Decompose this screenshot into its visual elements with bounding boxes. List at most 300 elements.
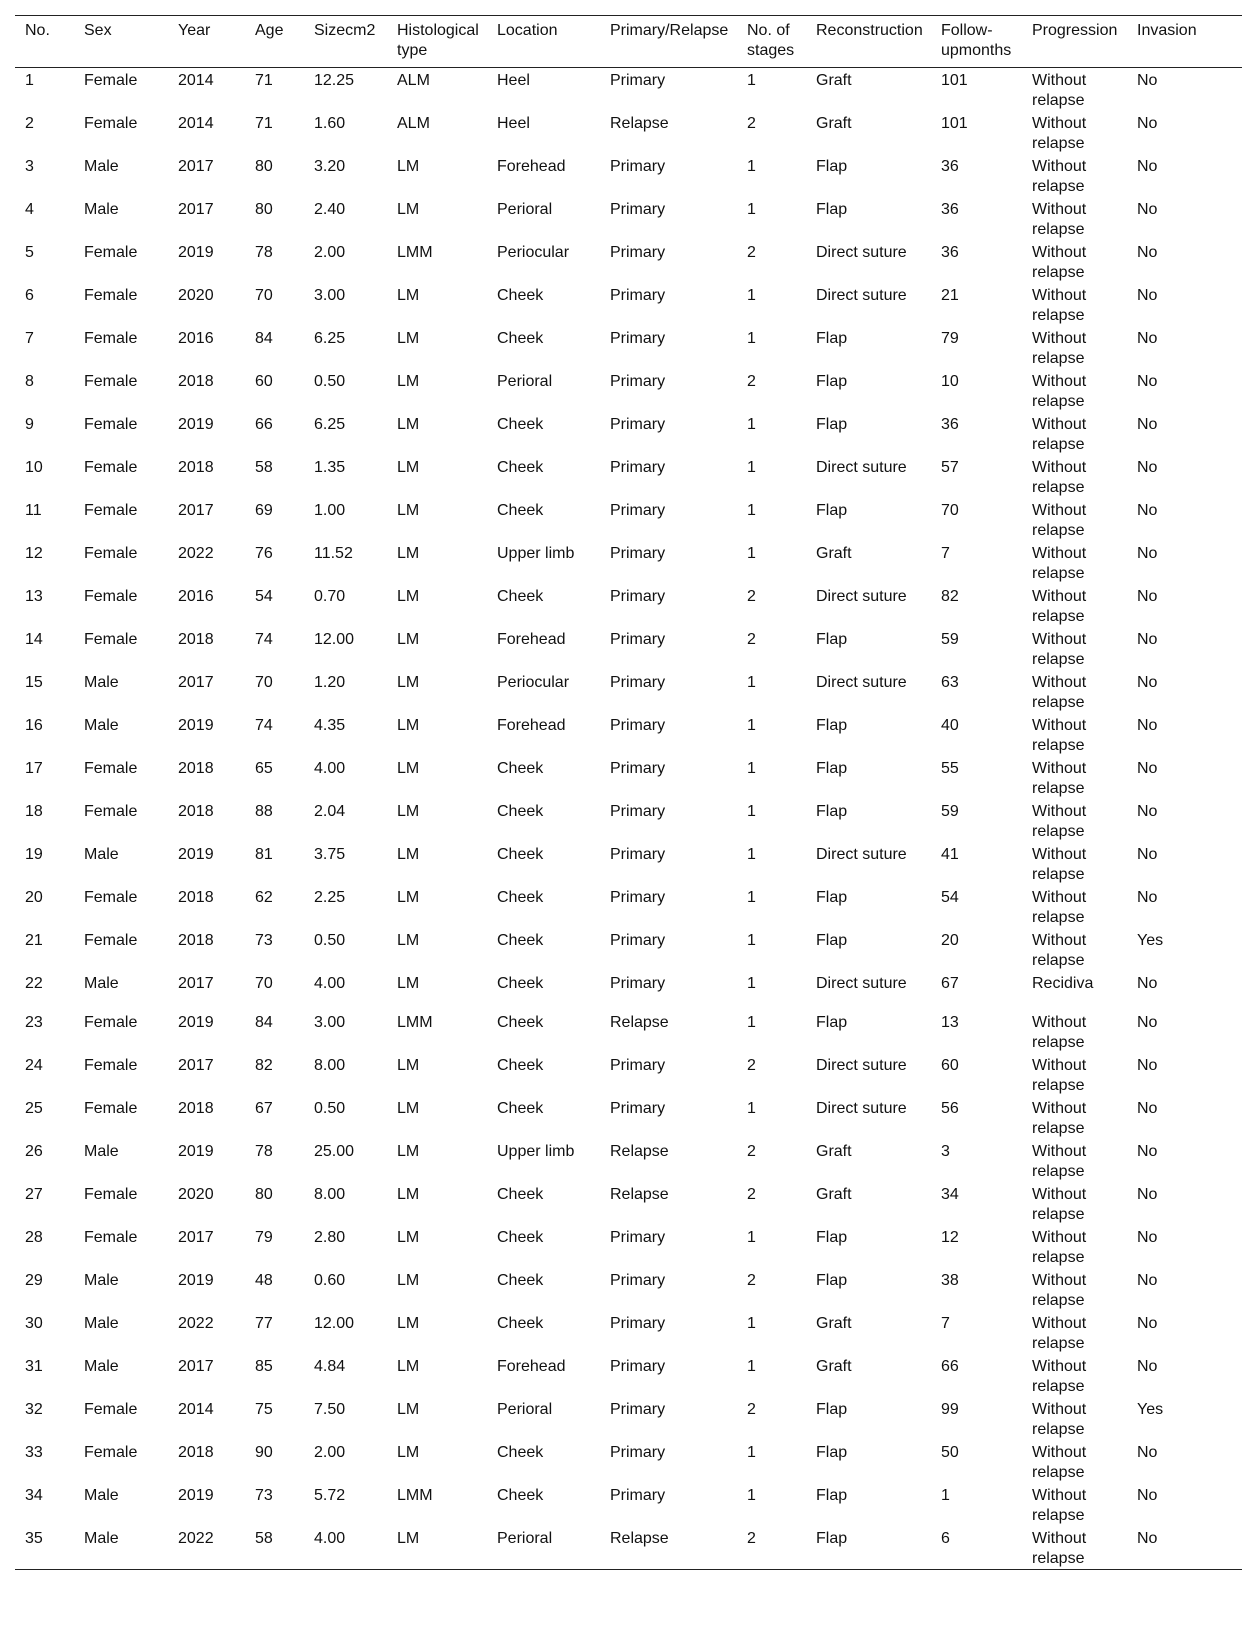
table-cell: No [1137,115,1158,132]
table-cell: No [1137,1229,1158,1247]
table-cell: 16 [25,717,43,734]
table-cell: Periocular [497,674,570,691]
table-cell: 4.00 [314,975,346,992]
table-cell: 63 [941,674,959,691]
table-cell: 65 [255,760,273,777]
table-cell: 2.00 [314,1444,346,1462]
table-cell: ALM [397,115,430,132]
table-cell: Relapse [610,1186,669,1204]
table-row [15,1139,1242,1182]
table-cell: No [1137,717,1158,734]
table-cell: 84 [255,1014,273,1032]
table-cell: 2019 [178,416,214,433]
table-cell: 1 [747,1444,756,1462]
table-cell: 10 [25,459,43,476]
table-cell: 6.25 [314,416,346,433]
table-cell: LM [397,373,420,390]
table-cell: Primary [610,330,666,347]
table-cell: 2017 [178,1358,214,1376]
table-cell: Primary [610,1358,666,1376]
table-row [15,584,1242,627]
table-cell: Female [84,1100,138,1118]
table-cell: 36 [941,244,959,261]
column-header: Year [178,22,211,39]
table-cell: LM [397,416,420,433]
table-cell: 80 [255,158,273,175]
table-cell: Relapse [610,1014,669,1032]
table-cell: LM [397,1315,420,1333]
table-cell: Flap [816,1272,848,1290]
table-cell: Direct suture [816,975,907,992]
table-cell: Without relapse [1032,330,1087,367]
table-cell: Without relapse [1032,459,1087,496]
table-cell: No [1137,588,1158,605]
table-cell: Direct suture [816,244,907,261]
table-cell: Primary [610,1315,666,1333]
table-cell: 2017 [178,1229,214,1247]
table-cell: 1 [747,459,756,476]
table-cell: 1.35 [314,459,346,476]
table-cell: Yes [1137,932,1164,949]
table-cell: 4 [25,201,34,218]
table-cell: Graft [816,545,852,562]
table-cell: Primary [610,717,666,734]
table-cell: 6.25 [314,330,346,347]
table-cell: Without relapse [1032,1057,1087,1095]
table-cell: No [1137,1057,1158,1075]
table-row [15,369,1242,412]
table-cell: 2.04 [314,803,346,820]
table-cell: 12.25 [314,72,355,89]
table-cell: 14 [25,631,43,648]
table-cell: 73 [255,932,273,949]
table-cell: Without relapse [1032,588,1087,625]
table-cell: Flap [816,502,848,519]
table-cell: 77 [255,1315,273,1333]
table-cell: 20 [941,932,959,949]
table-cell: 1.20 [314,674,346,691]
table-row [15,1397,1242,1440]
table-cell: Cheek [497,459,544,476]
table-cell: Primary [610,545,666,562]
table-cell: No [1137,502,1158,519]
table-cell: 101 [941,72,968,89]
table-cell: 4.00 [314,1530,346,1548]
table-cell: 11 [25,502,42,519]
table-cell: Flap [816,1487,848,1505]
table-cell: Female [84,760,138,777]
table-cell: 25 [25,1100,43,1118]
column-header: Progression [1032,22,1118,39]
table-cell: 2019 [178,1014,214,1032]
table-cell: Upper limb [497,1143,575,1161]
table-cell: No [1137,1315,1158,1333]
table-cell: No [1137,545,1158,562]
table-cell: 10 [941,373,959,390]
table-cell: 26 [25,1143,43,1161]
table-cell: 2 [747,1143,756,1161]
table-cell: 2018 [178,1444,214,1462]
table-cell: 1 [747,416,756,433]
table-cell: No [1137,416,1158,433]
table-cell: No [1137,330,1158,347]
table-cell: 0.70 [314,588,346,605]
table-cell: 3 [25,158,34,175]
table-cell: Without relapse [1032,889,1087,926]
table-cell: 12 [941,1229,959,1247]
table-cell: 0.50 [314,373,346,390]
table-cell: No [1137,1444,1158,1462]
table-cell: LMM [397,244,433,261]
table-cell: Without relapse [1032,158,1087,195]
table-cell: 12.00 [314,1315,355,1333]
table-cell: Female [84,373,138,390]
table-cell: Male [84,975,119,992]
table-cell: Without relapse [1032,287,1087,324]
table-cell: Cheek [497,502,544,519]
table-cell: 1 [747,502,756,519]
column-header: Age [255,22,284,39]
table-cell: 70 [255,975,273,992]
column-header: Sizecm2 [314,22,376,39]
table-row [15,1526,1242,1570]
table-cell: 33 [25,1444,43,1462]
table-cell: Flap [816,1229,848,1247]
table-cell: 2018 [178,760,214,777]
table-cell: Male [84,1143,119,1161]
table-cell: LM [397,287,420,304]
table-cell: Graft [816,1186,852,1204]
table-cell: 1 [747,1487,756,1505]
table-cell: 2020 [178,287,214,304]
table-cell: 99 [941,1401,959,1419]
table-cell: Perioral [497,1530,553,1548]
table-cell: 2 [747,1530,756,1548]
table-cell: LM [397,1530,420,1548]
table-cell: 7 [941,545,950,562]
table-cell: 31 [25,1358,43,1376]
table-cell: Flap [816,803,848,820]
table-cell: Flap [816,373,848,390]
table-cell: Flap [816,330,848,347]
table-cell: Flap [816,416,848,433]
table-cell: 35 [25,1530,43,1548]
table-cell: Female [84,1057,138,1075]
header-row [15,16,1242,68]
table-cell: Recidiva [1032,975,1094,992]
table-cell: 54 [255,588,273,605]
table-cell: 28 [25,1229,43,1247]
table-cell: 7 [941,1315,950,1333]
table-cell: LM [397,545,420,562]
data-table [15,15,1242,1570]
table-cell: 1.60 [314,115,346,132]
table-cell: Primary [610,1272,666,1290]
table-cell: Direct suture [816,459,907,476]
table-cell: 2 [747,244,756,261]
table-cell: LM [397,889,420,906]
table-header [15,16,1242,68]
table-cell: Cheek [497,1186,544,1204]
table-cell: Graft [816,1358,852,1376]
table-cell: Without relapse [1032,1401,1087,1439]
table-cell: 12.00 [314,631,355,648]
table-cell: Male [84,846,119,863]
table-cell: No [1137,1487,1158,1505]
table-cell: 60 [941,1057,959,1075]
table-cell: 59 [941,631,959,648]
table-cell: Female [84,588,138,605]
table-cell: Cheek [497,889,544,906]
table-cell: Cheek [497,1315,544,1333]
table-cell: LM [397,1358,420,1376]
table-cell: LM [397,803,420,820]
table-cell: Without relapse [1032,1272,1087,1310]
table-cell: Without relapse [1032,1014,1087,1052]
table-cell: Periocular [497,244,570,261]
table-cell: 2 [747,631,756,648]
table-cell: 2016 [178,330,214,347]
table-cell: 1 [747,717,756,734]
table-row [15,154,1242,197]
table-row [15,1182,1242,1225]
table-cell: 18 [25,803,43,820]
table-cell: Forehead [497,158,566,175]
table-cell: Male [84,674,119,691]
table-cell: Without relapse [1032,760,1087,797]
table-cell: Primary [610,459,666,476]
table-cell: 70 [255,287,273,304]
table-cell: No [1137,889,1158,906]
table-cell: Female [84,244,138,261]
column-header: No. [25,22,50,39]
table-cell: No [1137,1530,1158,1548]
table-cell: 27 [25,1186,43,1204]
table-cell: Flap [816,201,848,218]
table-cell: No [1137,803,1158,820]
table-cell: 24 [25,1057,43,1075]
table-cell: 5.72 [314,1487,346,1505]
table-cell: 2 [747,1401,756,1419]
table-cell: LM [397,1229,420,1247]
table-cell: 12 [25,545,43,562]
table-cell: No [1137,373,1158,390]
table-cell: Relapse [610,1530,669,1548]
table-cell: 2018 [178,803,214,820]
table-cell: Female [84,459,138,476]
table-cell: No [1137,72,1158,89]
data-table-container [15,15,1242,1570]
table-cell: LM [397,674,420,691]
table-cell: 2.40 [314,201,346,218]
table-cell: 15 [25,674,43,691]
table-cell: 13 [941,1014,959,1032]
table-row [15,885,1242,928]
table-cell: Without relapse [1032,631,1087,668]
table-cell: 13 [25,588,43,605]
table-cell: LM [397,1057,420,1075]
table-cell: Forehead [497,631,566,648]
table-row [15,1311,1242,1354]
table-cell: Flap [816,1530,848,1548]
table-row [15,283,1242,326]
table-cell: 75 [255,1401,273,1419]
table-cell: Flap [816,158,848,175]
table-cell: 85 [255,1358,273,1376]
table-cell: Cheek [497,1100,544,1118]
table-cell: 1 [747,1315,756,1333]
table-cell: 4.00 [314,760,346,777]
table-cell: Without relapse [1032,244,1087,281]
table-cell: 2017 [178,502,214,519]
table-cell: 1 [747,846,756,863]
table-cell: 2.00 [314,244,346,261]
table-cell: Without relapse [1032,803,1087,840]
table-cell: Without relapse [1032,1143,1087,1181]
table-cell: 20 [25,889,43,906]
table-cell: 82 [941,588,959,605]
table-row [15,197,1242,240]
table-row [15,1010,1242,1053]
table-cell: Relapse [610,115,669,132]
column-header: Reconstruction [816,22,923,39]
table-cell: Primary [610,932,666,949]
table-cell: Heel [497,72,530,89]
table-row [15,799,1242,842]
table-cell: Cheek [497,287,544,304]
table-cell: 1 [941,1487,950,1505]
table-cell: 67 [941,975,959,992]
table-cell: Primary [610,1057,666,1075]
table-cell: 80 [255,201,273,218]
table-cell: LM [397,502,420,519]
table-cell: Cheek [497,1272,544,1290]
table-cell: Without relapse [1032,846,1087,883]
table-cell: Female [84,72,138,89]
column-header: Histological type [397,22,479,59]
table-cell: 1 [747,158,756,175]
table-cell: 2014 [178,1401,214,1419]
table-cell: 2 [747,588,756,605]
table-cell: 1 [747,72,756,89]
table-cell: Female [84,1444,138,1462]
table-cell: 2 [747,115,756,132]
table-cell: Forehead [497,717,566,734]
table-cell: Flap [816,717,848,734]
table-cell: LM [397,975,420,992]
table-cell: Cheek [497,932,544,949]
table-cell: No [1137,287,1158,304]
table-cell: 1 [747,760,756,777]
table-cell: 1 [747,674,756,691]
table-cell: Flap [816,631,848,648]
table-cell: Yes [1137,1401,1164,1419]
table-cell: 70 [255,674,273,691]
table-row [15,670,1242,713]
table-cell: 66 [941,1358,959,1376]
table-cell: Direct suture [816,846,907,863]
table-cell: Without relapse [1032,416,1087,453]
table-cell: 0.50 [314,1100,346,1118]
table-cell: 2 [747,373,756,390]
table-cell: Male [84,1487,119,1505]
table-cell: 60 [255,373,273,390]
table-cell: 50 [941,1444,959,1462]
table-cell: 2018 [178,373,214,390]
table-cell: 73 [255,1487,273,1505]
table-cell: 2022 [178,1315,214,1333]
table-cell: Cheek [497,1487,544,1505]
table-cell: LM [397,1401,420,1419]
table-cell: No [1137,459,1158,476]
table-cell: 2019 [178,1487,214,1505]
table-cell: 2 [25,115,34,132]
table-cell: 4.84 [314,1358,346,1376]
table-cell: 79 [941,330,959,347]
table-cell: Without relapse [1032,201,1087,238]
table-row [15,756,1242,799]
table-cell: 21 [25,932,43,949]
table-cell: Cheek [497,1444,544,1462]
table-cell: LM [397,631,420,648]
table-cell: Cheek [497,1014,544,1032]
table-cell: No [1137,1186,1158,1204]
table-cell: No [1137,674,1158,691]
table-cell: LM [397,588,420,605]
table-cell: 36 [941,201,959,218]
table-cell: 54 [941,889,959,906]
table-cell: 2017 [178,201,214,218]
table-cell: 2019 [178,244,214,261]
table-cell: No [1137,1272,1158,1290]
table-cell: 40 [941,717,959,734]
table-cell: Perioral [497,1401,553,1419]
table-cell: No [1137,1100,1158,1118]
table-cell: 21 [941,287,959,304]
column-header: Primary/Relapse [610,22,729,39]
table-cell: Cheek [497,330,544,347]
table-cell: Cheek [497,975,544,992]
table-cell: 2019 [178,717,214,734]
table-cell: Without relapse [1032,1487,1087,1525]
table-cell: LM [397,459,420,476]
table-cell: 2019 [178,846,214,863]
table-cell: 3.75 [314,846,346,863]
table-cell: Without relapse [1032,115,1087,152]
table-cell: 11.52 [314,545,353,562]
table-cell: Primary [610,846,666,863]
table-cell: 8 [25,373,34,390]
table-cell: 32 [25,1401,43,1419]
column-header: Follow-upmonths [941,22,1012,59]
table-cell: Female [84,631,138,648]
table-row [15,1053,1242,1096]
table-cell: Male [84,1315,119,1333]
table-cell: Cheek [497,803,544,820]
table-cell: Primary [610,803,666,820]
table-cell: Primary [610,72,666,89]
table-cell: Graft [816,115,852,132]
table-cell: LM [397,760,420,777]
table-cell: Without relapse [1032,373,1087,410]
table-cell: 36 [941,158,959,175]
table-cell: 0.60 [314,1272,346,1290]
table-cell: 90 [255,1444,273,1462]
table-cell: Without relapse [1032,1358,1087,1396]
table-cell: Without relapse [1032,717,1087,754]
table-cell: Cheek [497,760,544,777]
table-cell: ALM [397,72,430,89]
